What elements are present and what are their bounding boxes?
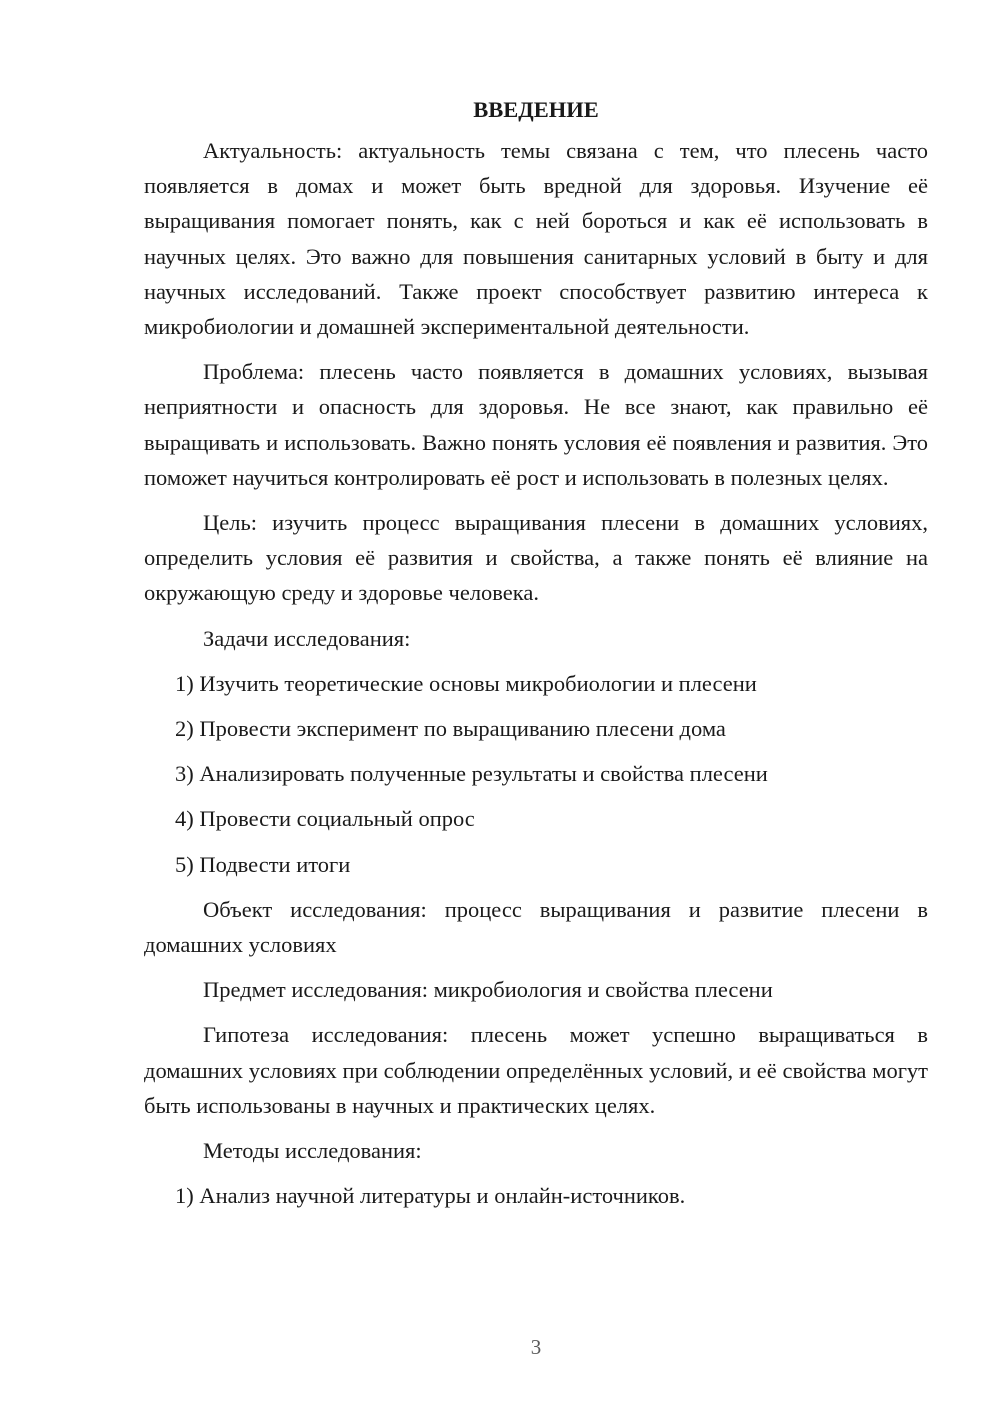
problem-paragraph: Проблема: плесень часто появляется в домашних условиях, вызывая неприятности и опасность для здоровья. Не все знают, как правильно её выращивать и использовать. Важно понять условия её появления и развития. Это поможет научиться контролировать её рост и использовать в полезных целях. xyxy=(144,359,928,490)
task-item: 2) Провести эксперимент по выращиванию плесени дома xyxy=(175,716,726,742)
methods-heading: Методы исследования: xyxy=(203,1138,422,1164)
page-number: 3 xyxy=(530,1335,542,1359)
task-item: 3) Анализировать полученные результаты и свойства плесени xyxy=(175,761,768,787)
object-paragraph: Объект исследования: процесс выращивания и развитие плесени в домашних условиях xyxy=(144,896,928,958)
subject-paragraph: Предмет исследования: микробиология и свойства плесени xyxy=(203,977,773,1003)
document-page xyxy=(144,96,928,1223)
goal-paragraph: Цель: изучить процесс выращивания плесени в домашних условиях, определить условия её развития и свойства, а также понять её влияние на окружающую среду и здоровье человека. xyxy=(144,510,928,606)
relevance-paragraph: Актуальность: актуальность темы связана с тем, что плесень часто появляется в домах и может быть вредной для здоровья. Изучение её выращивания помогает понять, как с ней бороться и как её использовать в научных целях. Это важно для повышения санитарных условий в быту и для научных исследований. Также проект способствует развитию интереса к микробиологии и домашней экспериментальной деятельности. xyxy=(144,138,928,340)
hypothesis-paragraph: Гипотеза исследования: плесень может успешно выращиваться в домашних условиях при соблюдении определённых условий, и её свойства могут быть использованы в научных и практических целях. xyxy=(144,1022,928,1118)
task-item: 5) Подвести итоги xyxy=(175,851,351,877)
task-item: 4) Провести социальный опрос xyxy=(175,806,475,832)
task-item: 1) Изучить теоретические основы микробиологии и плесени xyxy=(175,670,757,696)
tasks-heading: Задачи исследования: xyxy=(203,625,411,651)
tasks-list xyxy=(144,666,928,882)
section-title: ВВЕДЕНИЕ xyxy=(473,97,599,122)
method-item: 1) Анализ научной литературы и онлайн-источников. xyxy=(175,1183,686,1209)
methods-list xyxy=(144,1178,928,1213)
